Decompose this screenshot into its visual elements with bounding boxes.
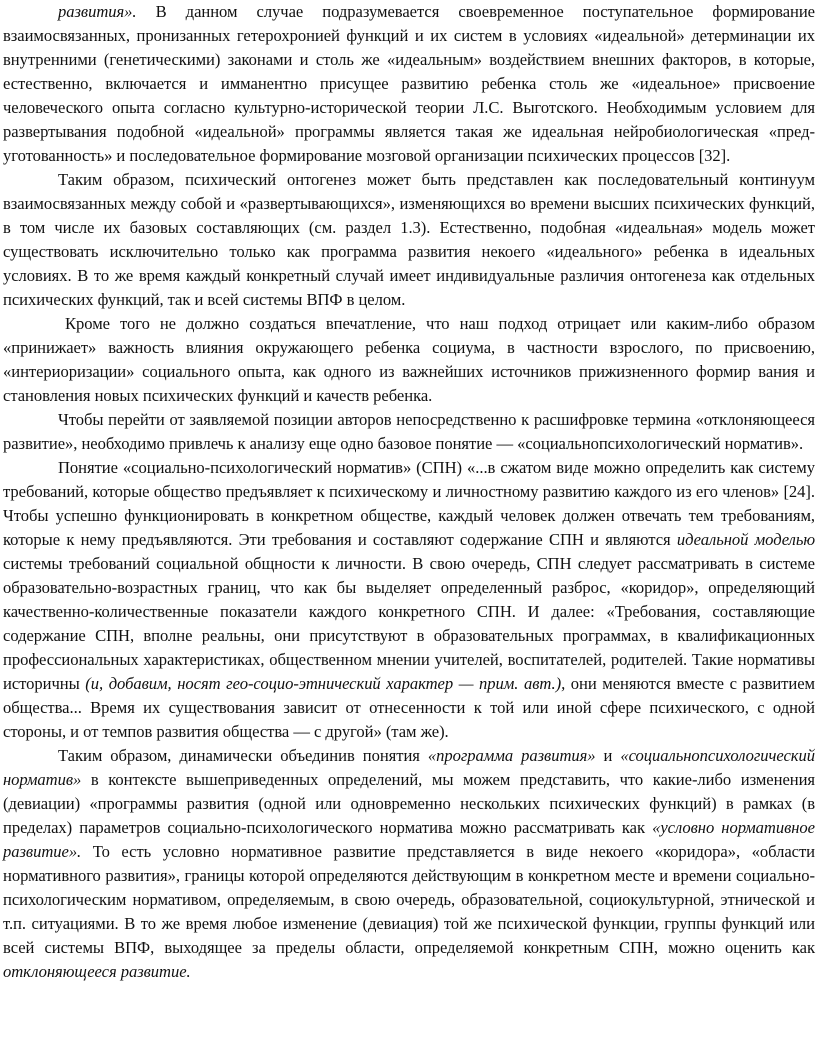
paragraph-1-text: В данном случае подразумевается своевременное поступательное формирование взаимосвязанных, пронизанных гетерохронией функций и их систем в условиях «идеальной» детерминации их внутренними (генетическими) законами и столь же «идеальным» воздействием внешних факторов, в которые, естественно, включается и имманентно присущее развитию ребенка столь же «идеальное» присвоение человеческого опыта согласно культурно-исторической теории Л.С. Выготского. Необходимым условием для развертывания подобной «идеальной» программы является такая же идеальная нейробиологическая «пред-уготованность» и последовательное формирование мозговой организации психических процессов [32].: [3, 2, 815, 165]
paragraph-5: [3, 456, 815, 744]
paragraph-5-part-2: системы требований социальной общности к личности. В свою очередь, СПН следует рассматривать в системе образовательно-возрастных границ, что как бы выделяет определенный разброс, «коридор», определяющий качественно-количественные показатели каждого конкретного СПН. И далее: «Требования, составляющие содержание СПН, вполне реальны, они присутствуют в образовательных программах, в квалификационных профессиональных характеристиках, общественном мнении учителей, воспитателей, родителей. Такие нормативы историчны: [3, 554, 815, 693]
paragraph-6-part-4: То есть условно нормативное развитие представляется в виде некоего «коридора», «области нормативного развития», границы которой определяются действующим в конкретном месте и времени социально-психологическим нормативом, определяемым, в свою очередь, образовательной, социокультурной, этнической и т.п. ситуациями. В то же время любое изменение (девиация) той же психической функции, группы функций или всей системы ВПФ, выходящее за пределы области, определяемой конкретным СПН, можно оценить как: [3, 842, 815, 957]
paragraph-6: [3, 744, 815, 984]
paragraph-6-italic-3: «условно нормативное развитие».: [3, 818, 815, 861]
paragraph-1-lead-italic: развития».: [58, 2, 137, 21]
paragraph-2: Таким образом, психический онтогенез может быть представлен как последовательный континуум взаимосвязанных между собой и «развертывающихся», изменяющихся во времени высших психических функций, в том числе их базовых составляющих (см. раздел 1.3). Естественно, подобная «идеальная» модель может существовать исключительно только как программа развития некоего «идеального» ребенка в идеальных условиях. В то же время каждый конкретный случай имеет индивидуальные различия онтогенеза как отдельных психических функций, так и всей системы ВПФ в целом.: [3, 170, 815, 309]
paragraph-5-italic-2: (и, добавим, носят гео-социо-этнический характер — прим. авт.),: [85, 674, 566, 693]
paragraph-4: Чтобы перейти от заявляемой позиции авторов непосредственно к расшифровке термина «отклоняющееся развитие», необходимо привлечь к анализу еще одно базовое понятие — «социальнопсихологический норматив».: [3, 410, 815, 453]
paragraph-1: [3, 0, 815, 168]
paragraph-6-italic-2: «социальнопсихологический норматив»: [3, 746, 815, 789]
paragraph-5-part-3: они меняются вместе с развитием общества... Время их существования зависит от отнесенности к той или иной сфере психического, с одной стороны, и от темпов развития общества — с другой» (там же).: [3, 674, 815, 741]
paragraph-6-part-1: Таким образом, динамически объединив понятия: [58, 746, 428, 765]
paragraph-6-italic-1: «программа развития»: [427, 746, 596, 765]
paragraph-6-part-3: в контексте вышеприведенных определений, мы можем представить, что какие-либо изменения (девиации) «программы развития (одной или одновременно нескольких психических функций) в рамках (в пределах) параметров социально-психологического норматива можно рассматривать как: [3, 770, 815, 837]
paragraph-5-italic-1: идеальной моделью: [676, 530, 816, 549]
paragraph-3: Кроме того не должно создаться впечатление, что наш подход отрицает или каким-либо образом «принижает» важность влияния окружающего ребенка социума, в частности взрослого, по присвоению, «интериоризации» социального опыта, как одного из важнейших источников прижизненного формир вания и становления новых психических функций и качеств ребенка.: [3, 314, 815, 405]
paragraph-5-part-1: Понятие «социально-психологический норматив» (СПН) «...в сжатом виде можно определить как систему требований, которые общество предъявляет к психическому и личностному развитию каждого из его членов» [24]. Чтобы успешно функционировать в конкретном обществе, каждый человек должен отвечать тем требованиям, которые к нему предъявляются. Эти требования и составляют содержание СПН и являются: [3, 458, 815, 549]
paragraph-6-italic-4: отклоняющееся развитие.: [3, 962, 191, 981]
paragraph-6-part-2: и: [595, 746, 621, 765]
